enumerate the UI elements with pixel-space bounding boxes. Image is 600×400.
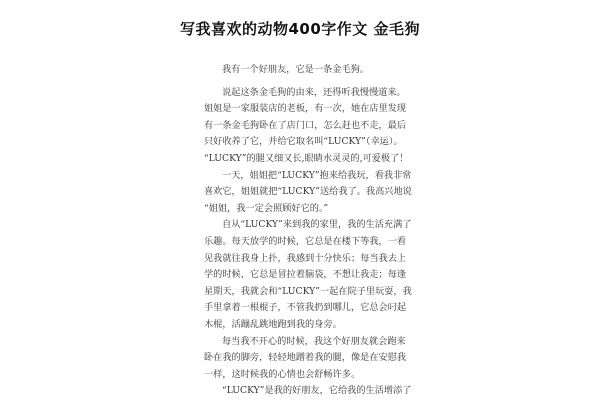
- paragraph: [204, 62, 397, 79]
- text-line: 我有一个好朋友，它是一条金毛狗。: [222, 64, 369, 75]
- document-body: [204, 62, 412, 400]
- text-line: 乐趣。每天放学的时候，它总是在楼下等我，一看: [204, 235, 407, 247]
- paragraph: [204, 334, 407, 384]
- text-line: 每当我不开心的时候，我这个好朋友就会跑来: [222, 335, 406, 347]
- text-line: 只好收养了它，并给它取名叫“LUCKY”（幸运）。: [204, 136, 403, 148]
- paragraph: [204, 383, 412, 400]
- text-line: 喜欢它，姐姐就把“LUCKY”送给我了。我高兴地说: [204, 186, 412, 198]
- text-line: 手里拿着一根棍子，不管我扔到哪儿，它总会叼起: [204, 302, 407, 314]
- document-title: 写我喜欢的动物400字作文 金毛狗: [179, 20, 421, 38]
- text-line: 有一条金毛狗卧在了店门口，怎么赶也不走，最后: [204, 119, 407, 131]
- text-line: 一样，这时候我的心情也会舒畅许多。: [204, 368, 361, 380]
- text-line: 木棍，活蹦乱跳地跑到我的身旁。: [204, 318, 342, 330]
- paragraph: [204, 168, 412, 218]
- text-line: 学的时候，它总是冒拉着脑袋，不想让我走；每逢: [204, 269, 407, 281]
- text-line: 星期天，我就会和“LUCKY”一起在院子里玩耍，我: [204, 285, 412, 297]
- text-line: 卧在我的脚旁，轻轻地蹭着我的腿，像是在安慰我: [204, 352, 407, 364]
- text-line: 自从“LUCKY”来到我的家里，我的生活充满了: [222, 219, 412, 231]
- paragraph: [204, 85, 409, 168]
- text-line: “姐姐，我一定会照顾好它的。”: [204, 202, 329, 214]
- text-line: 一天，姐姐把“LUCKY”抱来给我玩，看我非常: [222, 169, 412, 181]
- paragraph: [204, 217, 412, 333]
- text-line: 姐姐是一家服装店的老板，有一次，她在店里发现: [204, 103, 407, 115]
- text-line: 说起这条金毛狗的由来，还得听我慢慢道来。: [222, 86, 406, 98]
- text-line: 见我就往我身上扑，我感到十分快乐；每当我去上: [204, 252, 407, 264]
- text-line: “LUCKY”是我的好朋友，它给我的生活增添了: [222, 385, 412, 397]
- text-line: “LUCKY”的腿又细又长,眼睛水灵灵的,可爱极了！: [204, 152, 409, 164]
